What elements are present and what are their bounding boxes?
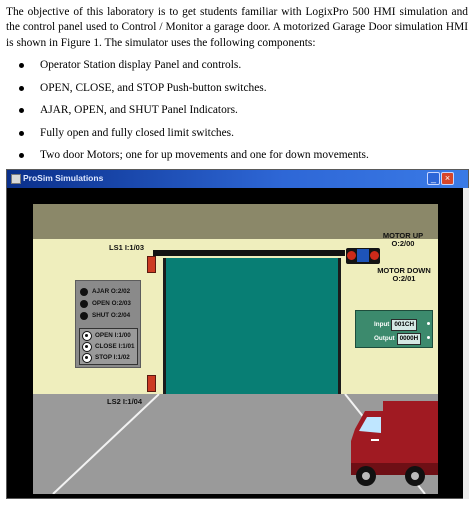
close-button-switch[interactable]: CLOSE I:1/01 <box>82 341 135 352</box>
simulator-window <box>6 169 469 499</box>
operator-panel <box>75 280 141 368</box>
motor-up-label: MOTOR UP <box>382 231 424 240</box>
indicator-shut: SHUT O:2/04 <box>79 310 130 321</box>
io-output-value: 0000H <box>397 333 422 345</box>
window-scrollbar[interactable] <box>463 188 469 499</box>
menu-bar <box>7 188 468 201</box>
minimize-button[interactable]: _ <box>427 172 440 185</box>
motor-body-icon <box>357 249 369 262</box>
bullet-icon <box>19 63 24 68</box>
list-item: OPEN, CLOSE, and STOP Push-button switches. <box>6 77 468 100</box>
indicator-lamp-icon <box>80 300 88 308</box>
app-icon <box>11 174 21 184</box>
bullet-icon <box>19 153 24 158</box>
io-input-knob-icon <box>427 322 430 325</box>
garage-door <box>163 258 341 394</box>
door-track <box>153 250 345 256</box>
motor-up-lamp-icon <box>347 251 356 260</box>
io-input-row: Input 001CH <box>374 319 417 329</box>
motor-up-address: O:2/00 <box>391 239 415 248</box>
bullet-icon <box>19 86 24 91</box>
list-item: AJAR, OPEN, and SHUT Panel Indicators. <box>6 99 468 122</box>
limit-switch-top-label: LS1 I:1/03 <box>109 243 145 252</box>
limit-switch-bottom <box>147 375 156 392</box>
window-titlebar[interactable] <box>7 170 468 188</box>
window-title: ProSim Simulations <box>23 173 104 183</box>
bullet-icon <box>19 131 24 136</box>
list-item: Two door Motors; one for up movements and one for down movements. <box>6 144 468 167</box>
list-item: Operator Station display Panel and controls. <box>6 54 468 77</box>
stop-button[interactable]: STOP I:1/02 <box>82 352 130 363</box>
motor-down-lamp-icon <box>370 251 379 260</box>
indicator-ajar: AJAR O:2/02 <box>79 286 130 297</box>
indicator-open: OPEN O:2/03 <box>79 298 131 309</box>
indicator-lamp-icon <box>80 312 88 320</box>
intro-paragraph: The objective of this laboratory is to get students familiar with LogixPro 500 HMI simulation and the control panel used to Control / Monitor a garage door. A motorized Garage Door simulation HMI is shown in Figure 1. The simulator uses the following components: <box>6 6 468 49</box>
indicator-lamp-icon <box>80 288 88 296</box>
close-button[interactable]: × <box>441 172 454 185</box>
io-output-knob-icon <box>427 336 430 339</box>
io-display <box>355 310 433 348</box>
limit-switch-top <box>147 256 156 273</box>
components-list <box>6 54 468 167</box>
io-input-value: 001CH <box>391 319 417 331</box>
pushbutton-icon <box>82 353 92 363</box>
open-button[interactable]: OPEN I:1/00 <box>82 330 131 341</box>
limit-switch-bottom-label: LS2 I:1/04 <box>107 397 143 406</box>
motor-unit <box>346 248 380 264</box>
pushbutton-group <box>79 328 138 365</box>
document-body <box>6 5 468 167</box>
motor-down-label: MOTOR DOWN <box>377 266 431 275</box>
io-output-row: Output 0000H <box>374 333 421 343</box>
list-item: Fully open and fully closed limit switches. <box>6 122 468 145</box>
motor-down-address: O:2/01 <box>392 274 416 283</box>
pushbutton-icon <box>82 342 92 352</box>
bullet-icon <box>19 108 24 113</box>
truck-icon <box>349 399 438 494</box>
garage-scene <box>33 204 438 494</box>
pushbutton-icon <box>82 331 92 341</box>
